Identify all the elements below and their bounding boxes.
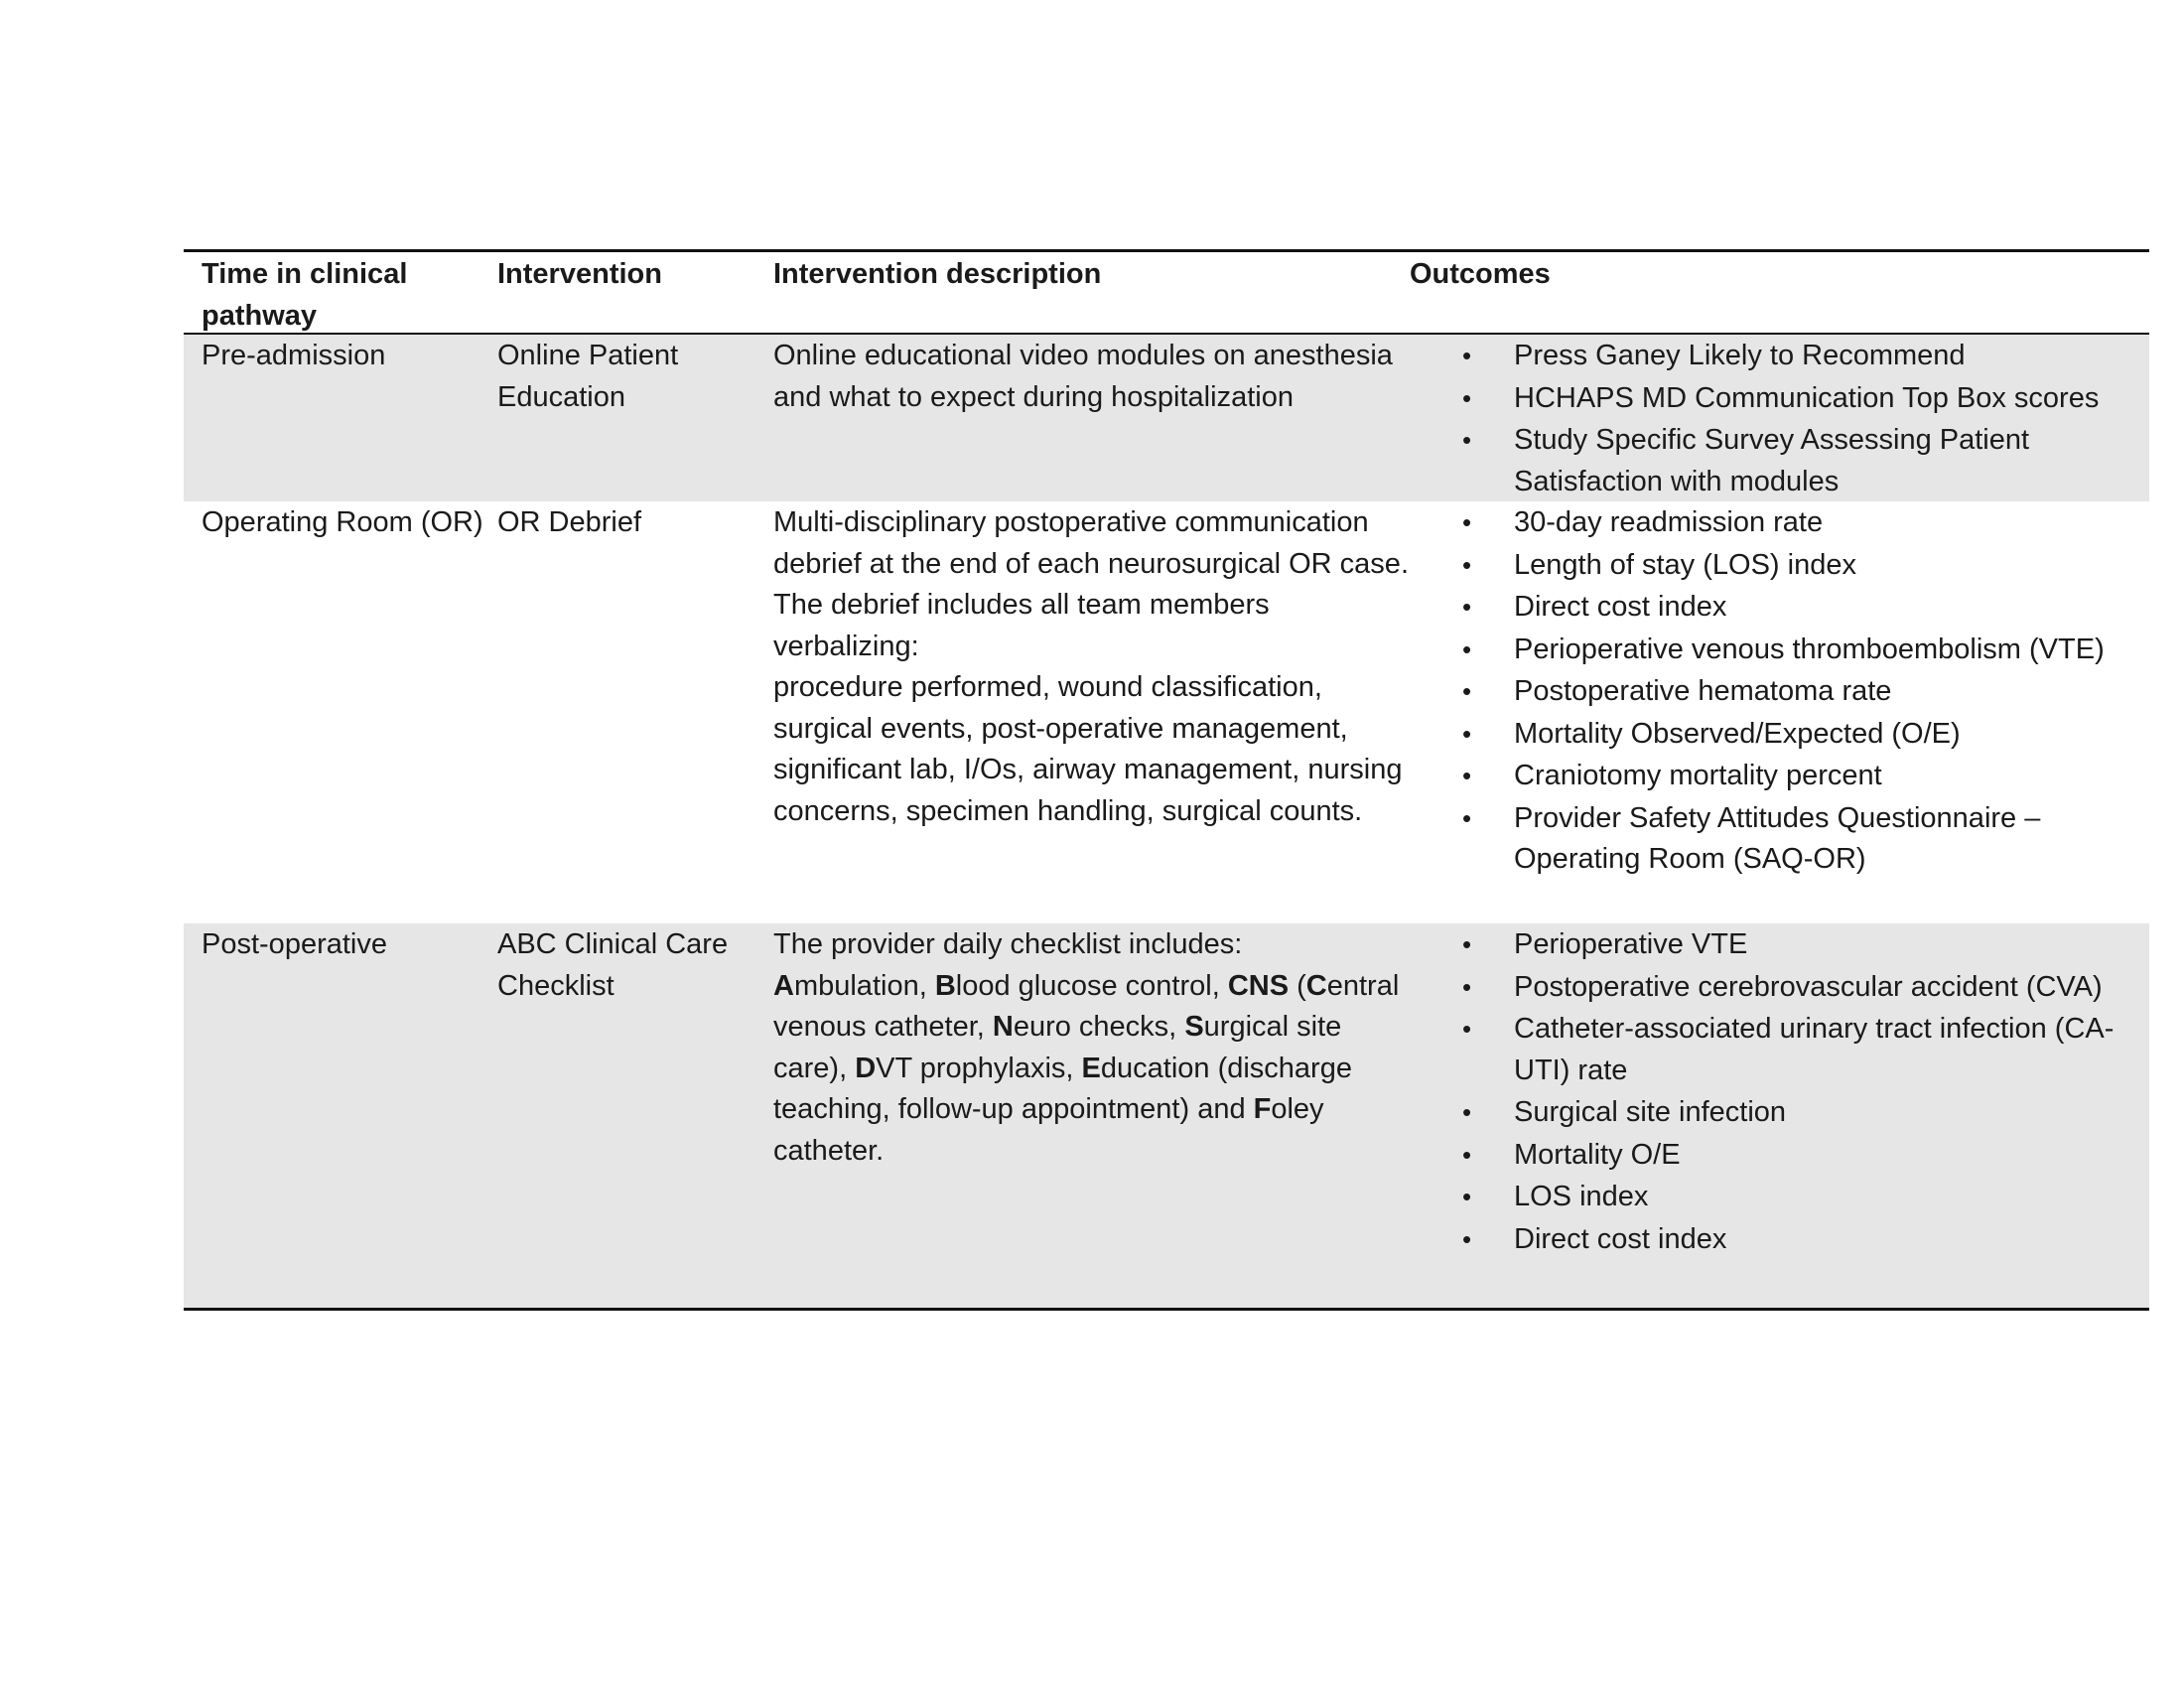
outcome-text: LOS index [1514, 1181, 1649, 1212]
outcome-item [1410, 671, 2149, 713]
description-paragraph-2: procedure performed, wound classification, surgical events, post-operative management, significant lab, I/Os, airway management, nursing concerns, specimen handling, surgical counts. [773, 671, 1403, 827]
desc-bold-cns: CNS [1227, 969, 1290, 1002]
bullet-icon: • [1462, 971, 1472, 1002]
outcome-item [1410, 587, 2149, 629]
desc-bold-f: F [1253, 1093, 1272, 1125]
outcome-text: Mortality O/E [1514, 1138, 1681, 1171]
outcome-text: Press Ganey Likely to Recommend [1514, 340, 1966, 371]
bullet-icon: • [1462, 1139, 1472, 1170]
outcome-text: Perioperative venous thromboembolism (VTE) [1514, 633, 2105, 665]
desc-intro: The provider daily checklist includes: [773, 928, 1243, 960]
bullet-icon: • [1462, 802, 1472, 833]
outcome-item [1410, 924, 2149, 966]
header-time: Time in clinical pathway [202, 258, 408, 332]
bullet-icon: • [1462, 761, 1472, 790]
desc-text-b: lood glucose control, [955, 969, 1228, 1002]
row-outcomes [1410, 335, 2149, 501]
desc-text-s: urgical site care), [773, 1011, 1342, 1084]
desc-bold-a: A [773, 969, 794, 1002]
row-intervention: ABC Clinical Care Checklist [497, 928, 729, 1002]
desc-bold-d: D [855, 1052, 877, 1084]
outcome-text: Postoperative hematoma rate [1514, 675, 1892, 707]
outcome-item [1410, 714, 2149, 756]
desc-bold-c: C [1305, 969, 1327, 1002]
table-row [184, 923, 2149, 1308]
row-time: Pre-admission [202, 340, 386, 371]
bullet-icon: • [1462, 718, 1472, 749]
desc-text-cns-open: ( [1289, 969, 1306, 1002]
desc-text-a: mbulation, [793, 969, 935, 1002]
desc-text-c: entral venous catheter, [773, 969, 1400, 1043]
outcome-item [1410, 1009, 2149, 1091]
outcome-item [1410, 967, 2149, 1009]
outcome-text: Length of stay (LOS) index [1514, 548, 1856, 581]
outcome-item [1410, 1177, 2149, 1218]
outcome-item [1410, 1135, 2149, 1177]
bullet-icon: • [1462, 929, 1472, 959]
outcome-text: Craniotomy mortality percent [1514, 760, 1882, 791]
desc-text-f: oley catheter. [773, 1093, 1324, 1167]
row-intervention: Online Patient Education [497, 340, 679, 413]
header-intervention: Intervention [497, 258, 662, 290]
outcome-text: HCHAPS MD Communication Top Box scores [1514, 381, 2100, 414]
outcome-item [1410, 336, 2149, 377]
row-outcomes [1410, 501, 2149, 923]
row-outcomes [1410, 923, 2149, 1308]
row-intervention: OR Debrief [497, 506, 642, 538]
outcome-text: Provider Safety Attitudes Questionnaire – Operating Room (SAQ-OR) [1514, 801, 2041, 875]
outcome-text: Catheter-associated urinary tract infection (CA-UTI) rate [1514, 1013, 2115, 1086]
outcome-item [1410, 1219, 2149, 1261]
outcome-text: Postoperative cerebrovascular accident (CVA) [1514, 970, 2103, 1003]
desc-text-e: ducation (discharge teaching, follow-up appointment) and [773, 1052, 1352, 1125]
outcomes-list [1410, 924, 2149, 1260]
desc-text-d: VT prophylaxis, [876, 1052, 1082, 1084]
table-header-row [184, 252, 2149, 335]
row-description [773, 501, 1410, 923]
bullet-icon: • [1462, 549, 1472, 580]
desc-text-n: euro checks, [1013, 1011, 1185, 1043]
bullet-icon: • [1462, 676, 1472, 706]
desc-bold-n: N [992, 1011, 1014, 1043]
outcome-item [1410, 420, 2149, 502]
outcome-item [1410, 1092, 2149, 1134]
bullet-icon: • [1462, 341, 1472, 370]
outcomes-list [1410, 336, 2149, 502]
outcome-text: 30-day readmission rate [1514, 506, 1824, 538]
outcome-item [1410, 545, 2149, 587]
bullet-icon: • [1462, 1097, 1472, 1127]
table-row [184, 501, 2149, 923]
bullet-icon: • [1462, 507, 1472, 537]
row-time: Operating Room (OR) [202, 506, 483, 538]
outcome-text: Direct cost index [1514, 1222, 1727, 1255]
row-description [773, 923, 1410, 1308]
outcome-item [1410, 798, 2149, 881]
outcome-item [1410, 756, 2149, 797]
desc-bold-b: B [934, 969, 956, 1002]
outcome-item [1410, 630, 2149, 671]
outcome-text: Perioperative VTE [1514, 928, 1748, 960]
outcome-text: Study Specific Survey Assessing Patient Satisfaction with modules [1514, 424, 2030, 497]
header-outcomes: Outcomes [1410, 258, 1551, 290]
desc-bold-s: S [1184, 1011, 1204, 1043]
bullet-icon: • [1462, 592, 1472, 622]
bullet-icon: • [1462, 382, 1472, 413]
row-time: Post-operative [202, 928, 387, 960]
table-row [184, 335, 2149, 501]
outcome-text: Mortality Observed/Expected (O/E) [1514, 717, 1961, 750]
desc-bold-e: E [1081, 1052, 1101, 1084]
outcome-item [1410, 378, 2149, 420]
bullet-icon: • [1462, 1014, 1472, 1044]
bullet-icon: • [1462, 1182, 1472, 1211]
outcomes-list [1410, 502, 2149, 881]
bullet-icon: • [1462, 1223, 1472, 1254]
clinical-pathway-table [184, 249, 2149, 1311]
bullet-icon: • [1462, 425, 1472, 455]
outcome-item [1410, 502, 2149, 544]
outcome-text: Direct cost index [1514, 591, 1727, 623]
row-description: Online educational video modules on anesthesia and what to expect during hospitalization [773, 340, 1393, 413]
description-paragraph: Multi-disciplinary postoperative communication debrief at the end of each neurosurgical OR case. The debrief includes all team members verbalizing: [773, 506, 1409, 662]
header-description: Intervention description [773, 258, 1102, 290]
bullet-icon: • [1462, 633, 1472, 664]
outcome-text: Surgical site infection [1514, 1096, 1787, 1128]
